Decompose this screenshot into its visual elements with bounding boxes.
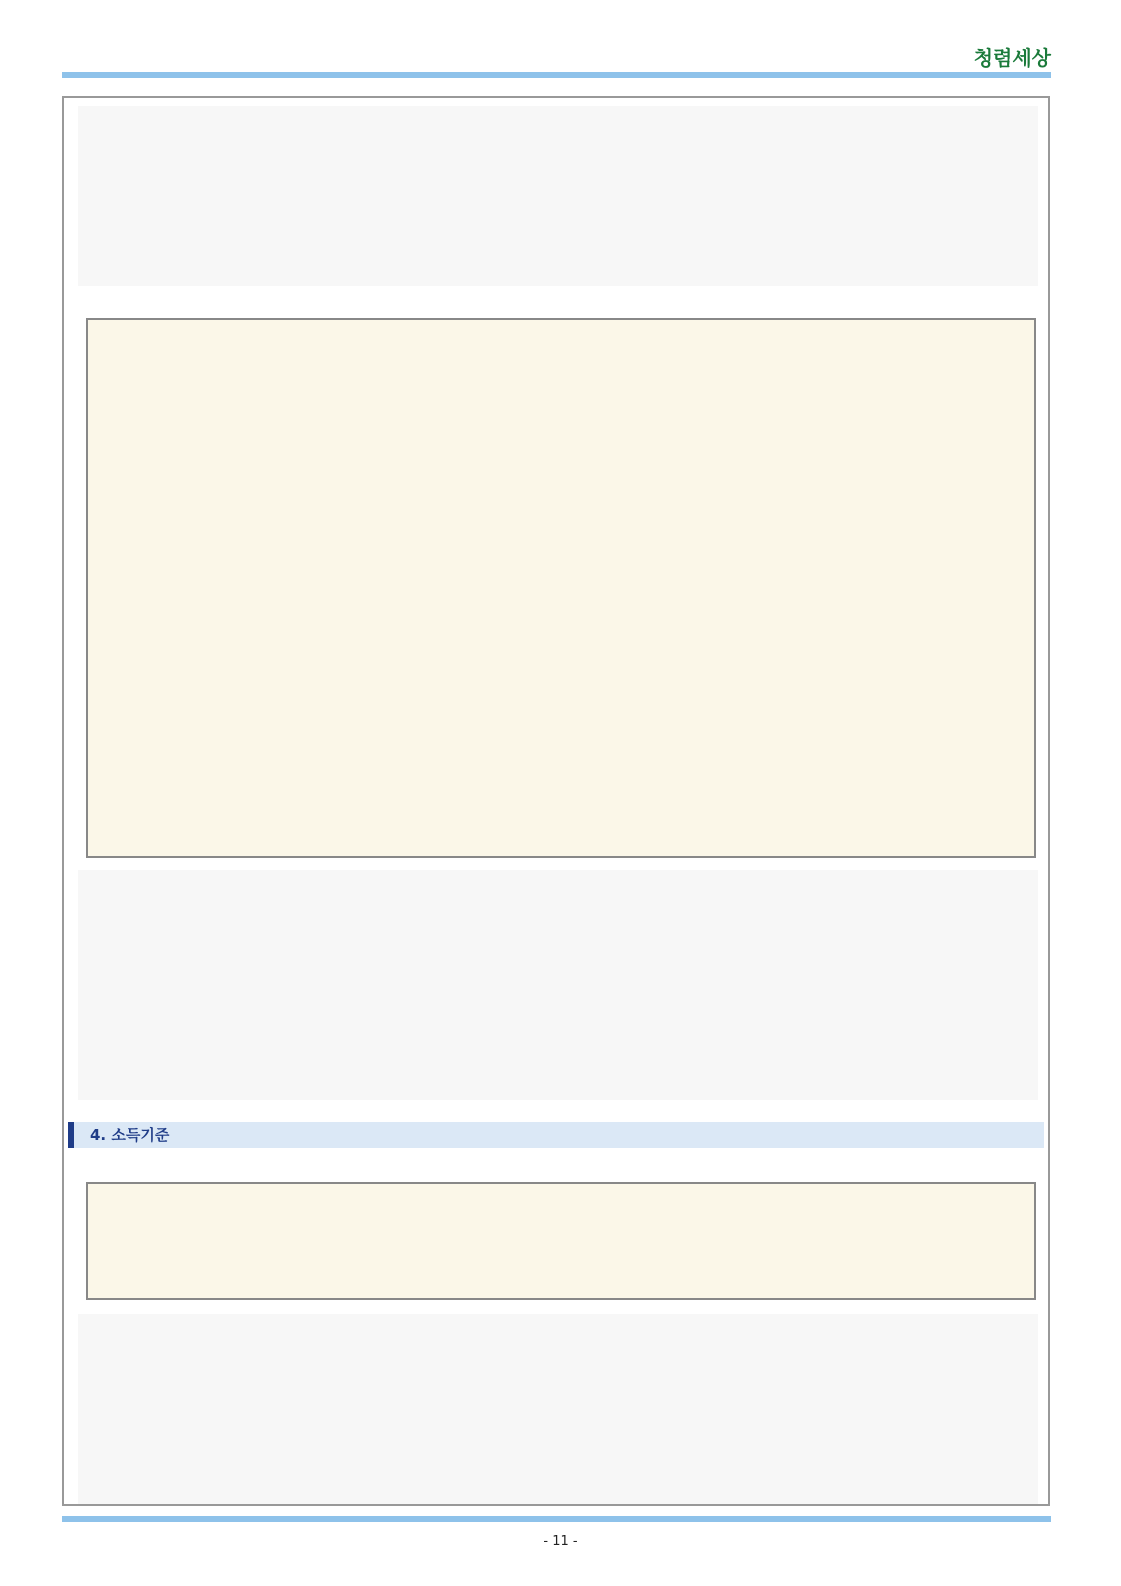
text-block-placeholder [78,106,1038,286]
asset-table-placeholder [86,318,1036,858]
text-block-placeholder [78,870,1038,1100]
eligibility-table-placeholder [86,1182,1036,1300]
logo: 청렴세상 [973,46,1051,70]
section-bar: 4. 소득기준 [68,1122,1044,1148]
page-number: - 11 - [543,1534,578,1549]
bottom-rule [62,1516,1051,1522]
text-block-placeholder [78,1314,1038,1504]
top-rule [62,72,1051,78]
